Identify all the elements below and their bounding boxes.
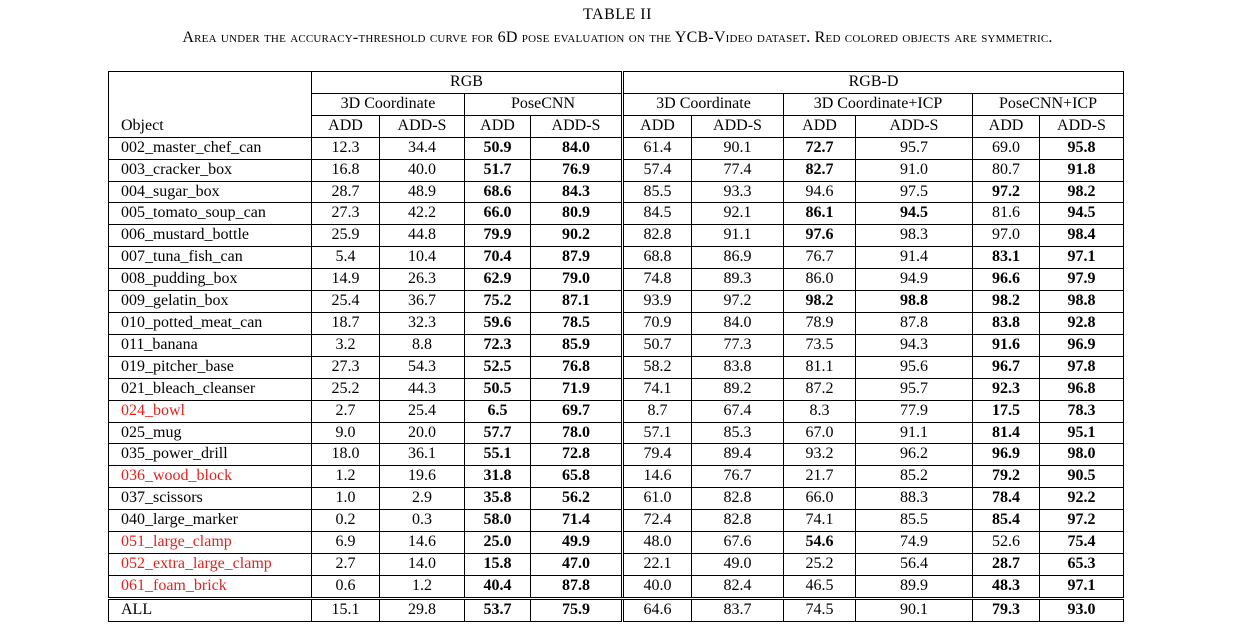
value-cell: 67.0 bbox=[784, 422, 856, 444]
value-cell: 3.2 bbox=[312, 334, 380, 356]
value-cell: 87.2 bbox=[784, 378, 856, 400]
table-row bbox=[109, 312, 1124, 334]
value-cell: 12.3 bbox=[312, 137, 380, 159]
value-cell: 82.8 bbox=[692, 510, 784, 532]
value-cell: 26.3 bbox=[380, 269, 465, 291]
value-cell: 74.1 bbox=[784, 510, 856, 532]
value-cell: 57.4 bbox=[623, 159, 692, 181]
value-cell: 91.6 bbox=[973, 334, 1040, 356]
value-cell: 98.3 bbox=[856, 225, 973, 247]
value-cell: 94.5 bbox=[856, 203, 973, 225]
value-cell: 78.9 bbox=[784, 312, 856, 334]
value-cell: 18.0 bbox=[312, 444, 380, 466]
metric-header: ADD bbox=[784, 115, 856, 137]
object-name-cell: 008_pudding_box bbox=[109, 269, 312, 291]
value-cell: 94.3 bbox=[856, 334, 973, 356]
table-row bbox=[109, 510, 1124, 532]
value-cell: 78.5 bbox=[531, 312, 623, 334]
value-cell: 97.2 bbox=[692, 291, 784, 313]
value-cell: 77.3 bbox=[692, 334, 784, 356]
value-cell: 49.9 bbox=[531, 532, 623, 554]
table-caption: Area under the accuracy-threshold curve for 6D pose evaluation on the YCB-Video dataset. Red colored objects are symmetric. bbox=[182, 29, 1053, 46]
value-cell: 2.7 bbox=[312, 553, 380, 575]
value-cell: 82.8 bbox=[623, 225, 692, 247]
value-cell: 22.1 bbox=[623, 553, 692, 575]
value-cell: 0.6 bbox=[312, 575, 380, 598]
value-cell: 27.3 bbox=[312, 356, 380, 378]
value-cell: 79.9 bbox=[465, 225, 531, 247]
value-cell: 5.4 bbox=[312, 247, 380, 269]
value-cell: 78.4 bbox=[973, 488, 1040, 510]
value-cell: 96.7 bbox=[973, 356, 1040, 378]
value-cell: 14.9 bbox=[312, 269, 380, 291]
object-name-cell: 036_wood_block bbox=[109, 466, 312, 488]
value-cell: 70.4 bbox=[465, 247, 531, 269]
value-cell: 86.0 bbox=[784, 269, 856, 291]
value-cell: 93.0 bbox=[1040, 598, 1124, 621]
method-rgb-posecnn: PoseCNN bbox=[465, 93, 623, 115]
value-cell: 87.1 bbox=[531, 291, 623, 313]
value-cell: 25.2 bbox=[784, 553, 856, 575]
empty-corner bbox=[109, 93, 312, 115]
value-cell: 69.0 bbox=[973, 137, 1040, 159]
method-rgbd-posecnn-icp: PoseCNN+ICP bbox=[973, 93, 1124, 115]
object-name-cell: 051_large_clamp bbox=[109, 532, 312, 554]
value-cell: 10.4 bbox=[380, 247, 465, 269]
value-cell: 92.3 bbox=[973, 378, 1040, 400]
value-cell: 85.5 bbox=[623, 181, 692, 203]
value-cell: 96.6 bbox=[973, 269, 1040, 291]
table-row bbox=[109, 225, 1124, 247]
value-cell: 74.8 bbox=[623, 269, 692, 291]
value-cell: 35.8 bbox=[465, 488, 531, 510]
table-row bbox=[109, 159, 1124, 181]
value-cell: 98.8 bbox=[1040, 291, 1124, 313]
value-cell: 95.6 bbox=[856, 356, 973, 378]
value-cell: 72.7 bbox=[784, 137, 856, 159]
value-cell: 79.2 bbox=[973, 466, 1040, 488]
value-cell: 65.3 bbox=[1040, 553, 1124, 575]
table-row bbox=[109, 532, 1124, 554]
results-table bbox=[108, 71, 1124, 622]
value-cell: 97.5 bbox=[856, 181, 973, 203]
value-cell: 97.9 bbox=[1040, 269, 1124, 291]
value-cell: 91.1 bbox=[856, 422, 973, 444]
value-cell: 84.0 bbox=[692, 312, 784, 334]
value-cell: 88.3 bbox=[856, 488, 973, 510]
value-cell: 79.4 bbox=[623, 444, 692, 466]
value-cell: 78.3 bbox=[1040, 400, 1124, 422]
value-cell: 89.9 bbox=[856, 575, 973, 598]
metric-header: ADD-S bbox=[856, 115, 973, 137]
value-cell: 58.0 bbox=[465, 510, 531, 532]
value-cell: 68.8 bbox=[623, 247, 692, 269]
value-cell: 71.4 bbox=[531, 510, 623, 532]
object-name-cell: 002_master_chef_can bbox=[109, 137, 312, 159]
value-cell: 32.3 bbox=[380, 312, 465, 334]
value-cell: 40.0 bbox=[380, 159, 465, 181]
value-cell: 83.7 bbox=[692, 598, 784, 621]
value-cell: 97.2 bbox=[973, 181, 1040, 203]
table-row bbox=[109, 269, 1124, 291]
value-cell: 25.4 bbox=[312, 291, 380, 313]
value-cell: 93.9 bbox=[623, 291, 692, 313]
value-cell: 59.6 bbox=[465, 312, 531, 334]
object-name-cell: 037_scissors bbox=[109, 488, 312, 510]
object-name-cell: 021_bleach_cleanser bbox=[109, 378, 312, 400]
value-cell: 76.7 bbox=[784, 247, 856, 269]
table-row bbox=[109, 422, 1124, 444]
object-name-cell: 003_cracker_box bbox=[109, 159, 312, 181]
method-rgb-3d-coordinate: 3D Coordinate bbox=[312, 93, 465, 115]
value-cell: 91.0 bbox=[856, 159, 973, 181]
value-cell: 78.0 bbox=[531, 422, 623, 444]
value-cell: 93.2 bbox=[784, 444, 856, 466]
value-cell: 53.7 bbox=[465, 598, 531, 621]
empty-corner bbox=[109, 72, 312, 94]
value-cell: 73.5 bbox=[784, 334, 856, 356]
value-cell: 19.6 bbox=[380, 466, 465, 488]
value-cell: 69.7 bbox=[531, 400, 623, 422]
value-cell: 96.8 bbox=[1040, 378, 1124, 400]
value-cell: 92.2 bbox=[1040, 488, 1124, 510]
value-cell: 2.9 bbox=[380, 488, 465, 510]
value-cell: 74.9 bbox=[856, 532, 973, 554]
value-cell: 94.5 bbox=[1040, 203, 1124, 225]
value-cell: 36.1 bbox=[380, 444, 465, 466]
value-cell: 51.7 bbox=[465, 159, 531, 181]
value-cell: 97.0 bbox=[973, 225, 1040, 247]
value-cell: 62.9 bbox=[465, 269, 531, 291]
value-cell: 72.4 bbox=[623, 510, 692, 532]
value-cell: 85.9 bbox=[531, 334, 623, 356]
value-cell: 85.2 bbox=[856, 466, 973, 488]
value-cell: 77.4 bbox=[692, 159, 784, 181]
table-row bbox=[109, 378, 1124, 400]
value-cell: 25.4 bbox=[380, 400, 465, 422]
value-cell: 15.1 bbox=[312, 598, 380, 621]
value-cell: 89.4 bbox=[692, 444, 784, 466]
value-cell: 76.7 bbox=[692, 466, 784, 488]
value-cell: 96.9 bbox=[1040, 334, 1124, 356]
value-cell: 94.9 bbox=[856, 269, 973, 291]
value-cell: 77.9 bbox=[856, 400, 973, 422]
value-cell: 67.6 bbox=[692, 532, 784, 554]
value-cell: 42.2 bbox=[380, 203, 465, 225]
value-cell: 48.3 bbox=[973, 575, 1040, 598]
value-cell: 54.3 bbox=[380, 356, 465, 378]
value-cell: 76.9 bbox=[531, 159, 623, 181]
table-row bbox=[109, 137, 1124, 159]
value-cell: 48.0 bbox=[623, 532, 692, 554]
value-cell: 93.3 bbox=[692, 181, 784, 203]
object-name-cell: 004_sugar_box bbox=[109, 181, 312, 203]
table-row bbox=[109, 575, 1124, 598]
value-cell: 75.4 bbox=[1040, 532, 1124, 554]
metric-header: ADD-S bbox=[531, 115, 623, 137]
metric-header-row bbox=[109, 115, 1124, 137]
value-cell: 95.7 bbox=[856, 137, 973, 159]
object-name-cell: 040_large_marker bbox=[109, 510, 312, 532]
value-cell: 1.2 bbox=[312, 466, 380, 488]
value-cell: 44.3 bbox=[380, 378, 465, 400]
value-cell: 57.1 bbox=[623, 422, 692, 444]
value-cell: 84.0 bbox=[531, 137, 623, 159]
value-cell: 81.1 bbox=[784, 356, 856, 378]
value-cell: 87.9 bbox=[531, 247, 623, 269]
value-cell: 64.6 bbox=[623, 598, 692, 621]
object-name-cell: 011_banana bbox=[109, 334, 312, 356]
value-cell: 56.2 bbox=[531, 488, 623, 510]
object-name-cell: 019_pitcher_base bbox=[109, 356, 312, 378]
value-cell: 85.3 bbox=[692, 422, 784, 444]
object-name-cell: 007_tuna_fish_can bbox=[109, 247, 312, 269]
value-cell: 6.9 bbox=[312, 532, 380, 554]
value-cell: 95.8 bbox=[1040, 137, 1124, 159]
value-cell: 40.4 bbox=[465, 575, 531, 598]
value-cell: 58.2 bbox=[623, 356, 692, 378]
value-cell: 83.1 bbox=[973, 247, 1040, 269]
value-cell: 74.5 bbox=[784, 598, 856, 621]
value-cell: 31.8 bbox=[465, 466, 531, 488]
value-cell: 16.8 bbox=[312, 159, 380, 181]
metric-header: ADD bbox=[973, 115, 1040, 137]
value-cell: 96.9 bbox=[973, 444, 1040, 466]
value-cell: 1.2 bbox=[380, 575, 465, 598]
table-row bbox=[109, 356, 1124, 378]
value-cell: 98.2 bbox=[973, 291, 1040, 313]
value-cell: 97.1 bbox=[1040, 575, 1124, 598]
value-cell: 9.0 bbox=[312, 422, 380, 444]
value-cell: 52.5 bbox=[465, 356, 531, 378]
value-cell: 98.4 bbox=[1040, 225, 1124, 247]
method-rgbd-3d-coordinate: 3D Coordinate bbox=[623, 93, 784, 115]
value-cell: 97.2 bbox=[1040, 510, 1124, 532]
value-cell: 8.8 bbox=[380, 334, 465, 356]
object-name-cell: 006_mustard_bottle bbox=[109, 225, 312, 247]
value-cell: 83.8 bbox=[692, 356, 784, 378]
value-cell: 20.0 bbox=[380, 422, 465, 444]
value-cell: 95.1 bbox=[1040, 422, 1124, 444]
table-row bbox=[109, 444, 1124, 466]
value-cell: 66.0 bbox=[784, 488, 856, 510]
value-cell: 14.6 bbox=[380, 532, 465, 554]
value-cell: 28.7 bbox=[973, 553, 1040, 575]
value-cell: 34.4 bbox=[380, 137, 465, 159]
object-name-cell: ALL bbox=[109, 598, 312, 621]
value-cell: 74.1 bbox=[623, 378, 692, 400]
metric-header: ADD-S bbox=[380, 115, 465, 137]
method-header-row bbox=[109, 93, 1124, 115]
value-cell: 82.7 bbox=[784, 159, 856, 181]
object-column-header: Object bbox=[109, 115, 312, 137]
value-cell: 98.0 bbox=[1040, 444, 1124, 466]
value-cell: 89.2 bbox=[692, 378, 784, 400]
value-cell: 97.1 bbox=[1040, 247, 1124, 269]
metric-header: ADD-S bbox=[692, 115, 784, 137]
metric-header: ADD-S bbox=[1040, 115, 1124, 137]
value-cell: 66.0 bbox=[465, 203, 531, 225]
value-cell: 6.5 bbox=[465, 400, 531, 422]
value-cell: 14.0 bbox=[380, 553, 465, 575]
object-name-cell: 025_mug bbox=[109, 422, 312, 444]
value-cell: 0.2 bbox=[312, 510, 380, 532]
value-cell: 50.7 bbox=[623, 334, 692, 356]
value-cell: 25.0 bbox=[465, 532, 531, 554]
table-row bbox=[109, 203, 1124, 225]
value-cell: 98.2 bbox=[784, 291, 856, 313]
method-rgbd-3d-coordinate-icp: 3D Coordinate+ICP bbox=[784, 93, 973, 115]
value-cell: 57.7 bbox=[465, 422, 531, 444]
value-cell: 27.3 bbox=[312, 203, 380, 225]
metric-header: ADD bbox=[312, 115, 380, 137]
object-name-cell: 005_tomato_soup_can bbox=[109, 203, 312, 225]
value-cell: 79.3 bbox=[973, 598, 1040, 621]
value-cell: 86.9 bbox=[692, 247, 784, 269]
value-cell: 75.9 bbox=[531, 598, 623, 621]
value-cell: 1.0 bbox=[312, 488, 380, 510]
table-row bbox=[109, 466, 1124, 488]
value-cell: 92.8 bbox=[1040, 312, 1124, 334]
value-cell: 14.6 bbox=[623, 466, 692, 488]
object-name-cell: 024_bowl bbox=[109, 400, 312, 422]
value-cell: 91.1 bbox=[692, 225, 784, 247]
object-name-cell: 010_potted_meat_can bbox=[109, 312, 312, 334]
value-cell: 90.2 bbox=[531, 225, 623, 247]
value-cell: 56.4 bbox=[856, 553, 973, 575]
value-cell: 0.3 bbox=[380, 510, 465, 532]
value-cell: 72.8 bbox=[531, 444, 623, 466]
value-cell: 25.2 bbox=[312, 378, 380, 400]
value-cell: 94.6 bbox=[784, 181, 856, 203]
table-row bbox=[109, 181, 1124, 203]
value-cell: 18.7 bbox=[312, 312, 380, 334]
metric-header: ADD bbox=[465, 115, 531, 137]
value-cell: 61.0 bbox=[623, 488, 692, 510]
table-row bbox=[109, 291, 1124, 313]
object-name-cell: 035_power_drill bbox=[109, 444, 312, 466]
value-cell: 86.1 bbox=[784, 203, 856, 225]
table-label: TABLE II bbox=[583, 6, 652, 23]
value-cell: 83.8 bbox=[973, 312, 1040, 334]
value-cell: 79.0 bbox=[531, 269, 623, 291]
value-cell: 8.3 bbox=[784, 400, 856, 422]
value-cell: 44.8 bbox=[380, 225, 465, 247]
value-cell: 92.1 bbox=[692, 203, 784, 225]
value-cell: 61.4 bbox=[623, 137, 692, 159]
value-cell: 84.5 bbox=[623, 203, 692, 225]
value-cell: 29.8 bbox=[380, 598, 465, 621]
value-cell: 87.8 bbox=[531, 575, 623, 598]
object-name-cell: 052_extra_large_clamp bbox=[109, 553, 312, 575]
metric-header: ADD bbox=[623, 115, 692, 137]
value-cell: 97.8 bbox=[1040, 356, 1124, 378]
value-cell: 67.4 bbox=[692, 400, 784, 422]
value-cell: 96.2 bbox=[856, 444, 973, 466]
value-cell: 71.9 bbox=[531, 378, 623, 400]
value-cell: 25.9 bbox=[312, 225, 380, 247]
value-cell: 81.6 bbox=[973, 203, 1040, 225]
value-cell: 49.0 bbox=[692, 553, 784, 575]
value-cell: 68.6 bbox=[465, 181, 531, 203]
value-cell: 52.6 bbox=[973, 532, 1040, 554]
table-body bbox=[109, 72, 1124, 622]
table-row bbox=[109, 598, 1124, 621]
value-cell: 50.9 bbox=[465, 137, 531, 159]
value-cell: 15.8 bbox=[465, 553, 531, 575]
value-cell: 97.6 bbox=[784, 225, 856, 247]
value-cell: 47.0 bbox=[531, 553, 623, 575]
value-cell: 90.1 bbox=[856, 598, 973, 621]
value-cell: 76.8 bbox=[531, 356, 623, 378]
value-cell: 91.8 bbox=[1040, 159, 1124, 181]
value-cell: 82.8 bbox=[692, 488, 784, 510]
table-row bbox=[109, 553, 1124, 575]
value-cell: 75.2 bbox=[465, 291, 531, 313]
value-cell: 8.7 bbox=[623, 400, 692, 422]
value-cell: 40.0 bbox=[623, 575, 692, 598]
value-cell: 98.2 bbox=[1040, 181, 1124, 203]
table-row bbox=[109, 334, 1124, 356]
value-cell: 21.7 bbox=[784, 466, 856, 488]
value-cell: 82.4 bbox=[692, 575, 784, 598]
table-row bbox=[109, 488, 1124, 510]
value-cell: 81.4 bbox=[973, 422, 1040, 444]
value-cell: 91.4 bbox=[856, 247, 973, 269]
value-cell: 87.8 bbox=[856, 312, 973, 334]
group-rgb: RGB bbox=[312, 72, 623, 94]
value-cell: 72.3 bbox=[465, 334, 531, 356]
group-rgbd: RGB-D bbox=[623, 72, 1124, 94]
table-row bbox=[109, 247, 1124, 269]
value-cell: 46.5 bbox=[784, 575, 856, 598]
value-cell: 50.5 bbox=[465, 378, 531, 400]
value-cell: 54.6 bbox=[784, 532, 856, 554]
value-cell: 55.1 bbox=[465, 444, 531, 466]
value-cell: 90.1 bbox=[692, 137, 784, 159]
value-cell: 28.7 bbox=[312, 181, 380, 203]
value-cell: 98.8 bbox=[856, 291, 973, 313]
value-cell: 2.7 bbox=[312, 400, 380, 422]
value-cell: 95.7 bbox=[856, 378, 973, 400]
group-header-row bbox=[109, 72, 1124, 94]
value-cell: 17.5 bbox=[973, 400, 1040, 422]
value-cell: 90.5 bbox=[1040, 466, 1124, 488]
value-cell: 89.3 bbox=[692, 269, 784, 291]
value-cell: 85.5 bbox=[856, 510, 973, 532]
value-cell: 80.9 bbox=[531, 203, 623, 225]
value-cell: 85.4 bbox=[973, 510, 1040, 532]
value-cell: 65.8 bbox=[531, 466, 623, 488]
value-cell: 80.7 bbox=[973, 159, 1040, 181]
object-name-cell: 009_gelatin_box bbox=[109, 291, 312, 313]
table-row bbox=[109, 400, 1124, 422]
object-name-cell: 061_foam_brick bbox=[109, 575, 312, 598]
value-cell: 48.9 bbox=[380, 181, 465, 203]
value-cell: 84.3 bbox=[531, 181, 623, 203]
value-cell: 70.9 bbox=[623, 312, 692, 334]
value-cell: 36.7 bbox=[380, 291, 465, 313]
